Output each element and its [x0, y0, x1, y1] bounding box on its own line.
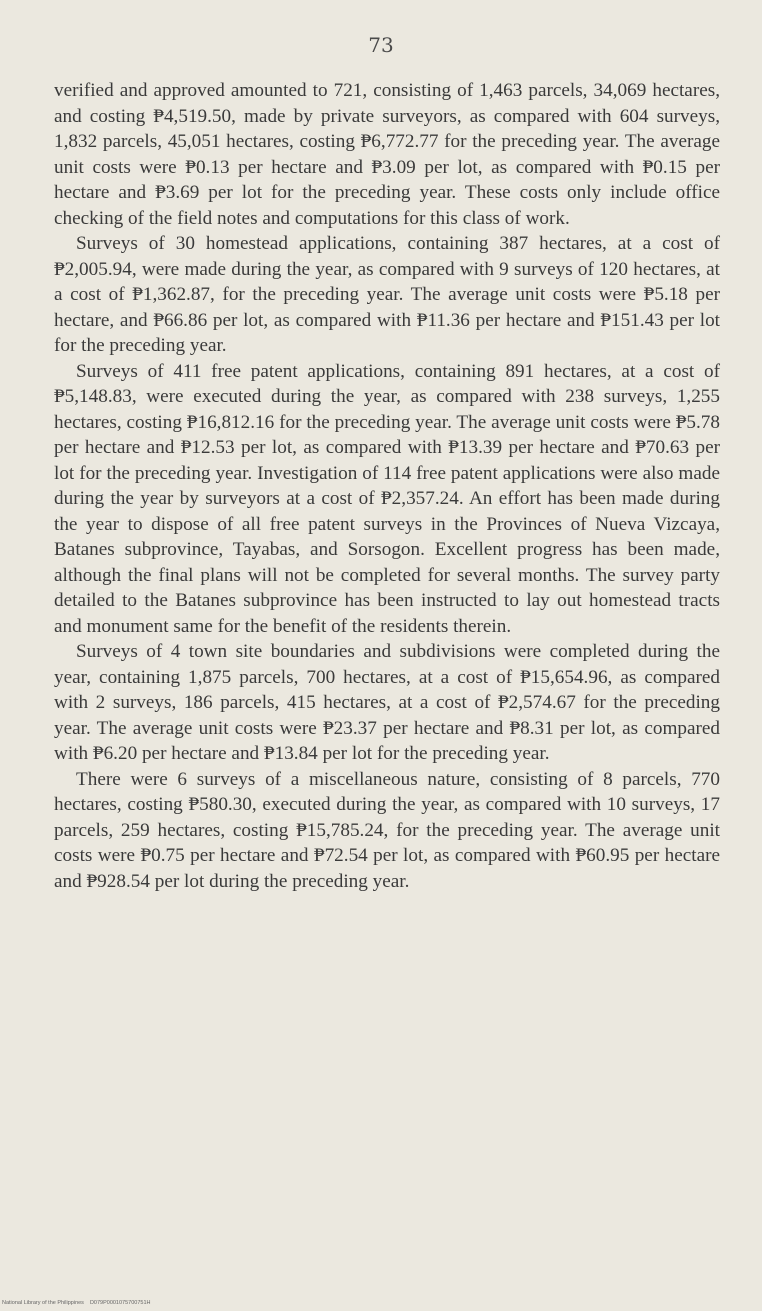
body-text	[54, 78, 720, 894]
footer-code: D079P0001075700751H	[89, 1300, 151, 1306]
page-number: 73	[368, 33, 394, 57]
paragraph-miscellaneous-surveys: There were 6 surveys of a miscellaneous nature, consisting of 8 parcels, 770 hectares, costing ₱580.30, executed during the year, as compared with 10 surveys, 17 parcels, 259 hectares, costing ₱15,785.24, for the preceding year. The average unit costs were ₱0.75 per hectare and ₱72.54 per lot, as compared with ₱60.95 per hectare and ₱928.54 per lot during the preceding year.	[54, 768, 720, 892]
paragraph-free-patent-surveys: Surveys of 411 free patent applications, containing 891 hectares, at a cost of ₱5,148.83, were executed during the year, as compared with 238 surveys, 1,255 hectares, costing ₱16,812.16 for the preceding year. The average unit costs were ₱5.78 per hectare and ₱12.53 per lot, as compared with ₱13.39 per hectare and ₱70.63 per lot for the preceding year. Investigation of 114 free patent applications were also made during the year by surveyors at a cost of ₱2,357.24. An effort has been made during the year to dispose of all free patent surveys in the Provinces of Nueva Vizcaya, Batanes subprovince, Tayabas, and Sorsogon. Excellent progress has been made, although the final plans will not be completed for several months. The survey party detailed to the Batanes subprovince has been instructed to lay out homestead tracts and monument same for the benefit of the residents therein.	[54, 360, 720, 637]
paragraph-homestead-surveys: Surveys of 30 homestead applications, containing 387 hectares, at a cost of ₱2,005.94, were made during the year, as compared with 9 surveys of 120 hectares, at a cost of ₱1,362.87, for the preceding year. The average unit costs were ₱5.18 per hectare, and ₱66.86 per lot, as compared with ₱11.36 per hectare and ₱151.43 per lot for the preceding year.	[54, 233, 720, 356]
footer-library: National Library of the Philippines	[2, 1300, 84, 1306]
paragraph-office-checking: verified and approved amounted to 721, consisting of 1,463 parcels, 34,069 hectares, and costing ₱4,519.50, made by private surveyors, as compared with 604 surveys, 1,832 parcels, 45,051 hectares, costing ₱6,772.77 for the preceding year. The average unit costs were ₱0.13 per hectare and ₱3.09 per lot, as compared with ₱0.15 per hectare and ₱3.69 per lot for the preceding year. These costs only include office checking of the field notes and computations for this class of work.	[54, 80, 720, 229]
scan-footer	[2, 1300, 151, 1306]
paragraph-town-site-surveys: Surveys of 4 town site boundaries and subdivisions were completed during the year, containing 1,875 parcels, 700 hectares, at a cost of ₱15,654.96, as compared with 2 surveys, 186 parcels, 415 hectares, at a cost of ₱2,574.67 for the preceding year. The average unit costs were ₱23.37 per hectare and ₱8.31 per lot, as compared with ₱6.20 per hectare and ₱13.84 per lot for the preceding year.	[54, 641, 720, 764]
